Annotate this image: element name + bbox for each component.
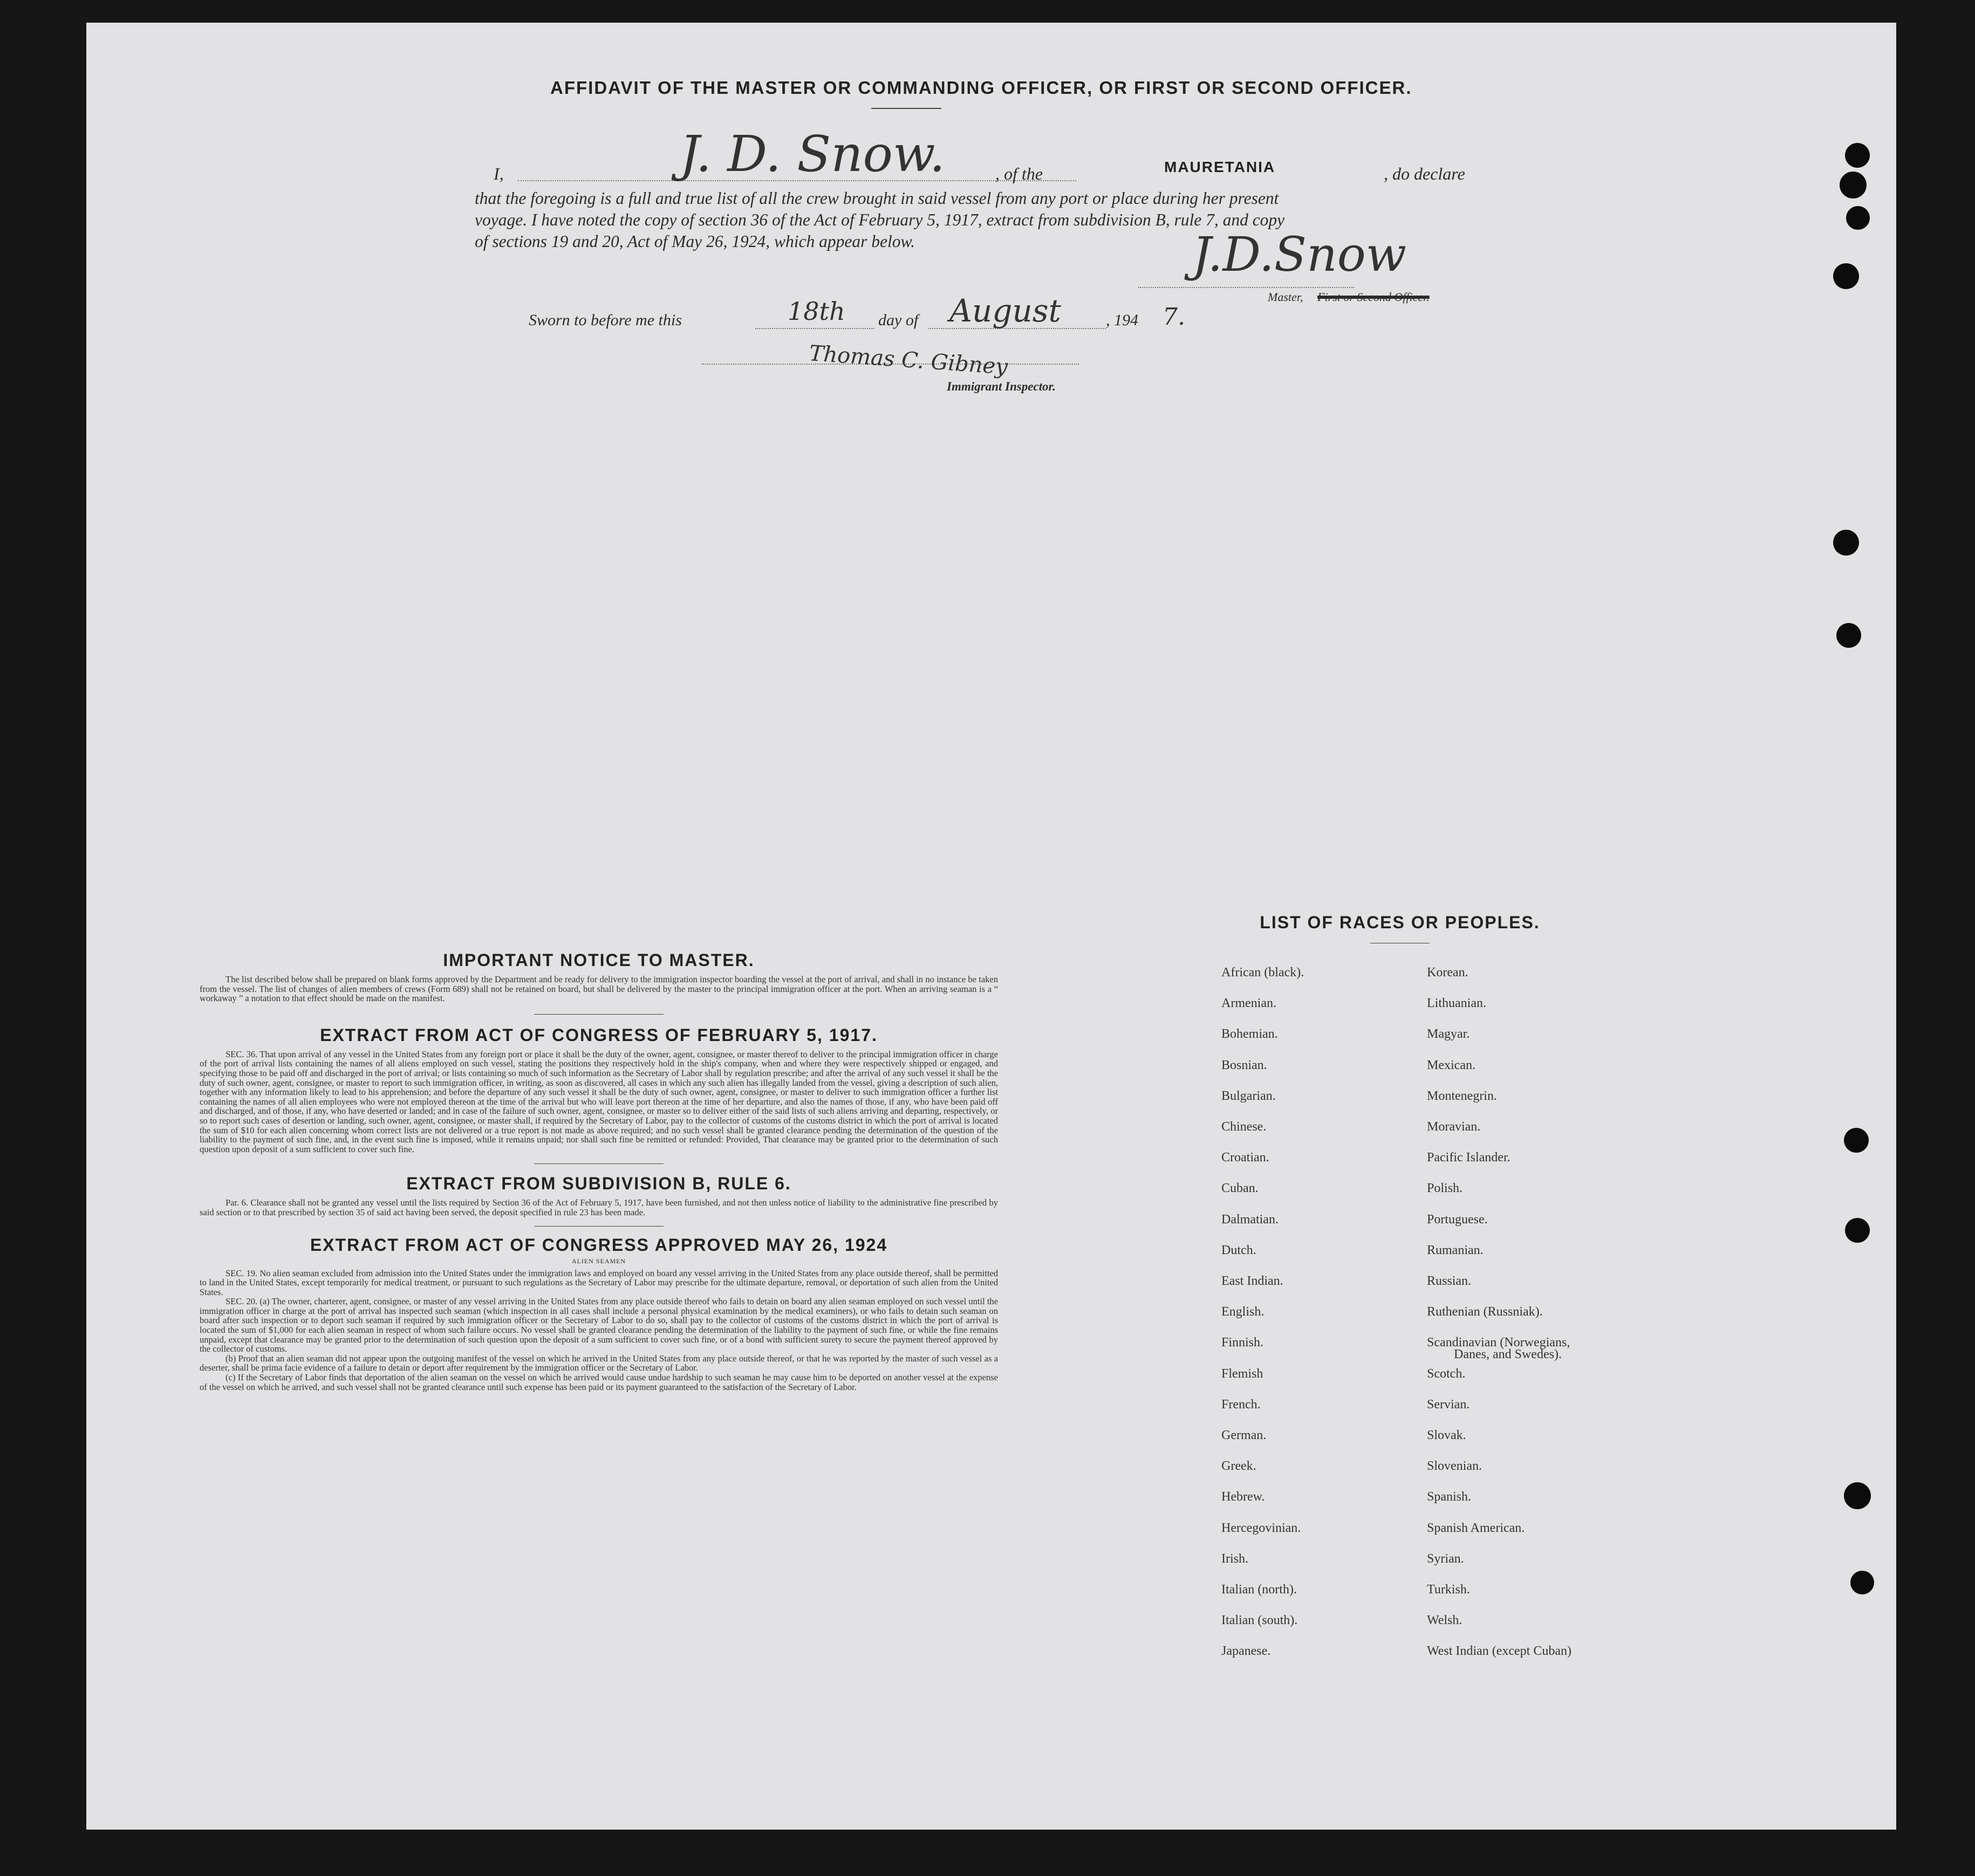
race-item: Hebrew. [1221, 1490, 1265, 1504]
statement-line-1: that the foregoing is a full and true list of all the crew brought in said vessel from any port or place during her present [475, 189, 1279, 208]
extract-1924-sec20a: SEC. 20. (a) The owner, charterer, agent, consignee, or master of any vessel arriving in the United States from any place outside thereof who fails to detain on board any alien seaman employed on such vessel until the immigration officer in charge at the port of arrival has inspected such seaman (which inspection in all cases shall include a personal physical examination by the medical examiners), or who fails to detain such seaman on board after such inspection or to deport such seaman if required by such immigration officer or the Secretary of Labor to do so, shall pay to the collector of customs of the customs district in which the port of arrival is located the sum of $1,000 for each alien seaman in respect of whom such failure occurs. No vessel shall be granted clearance pending the determination of the liability to the payment of such fine, or while the fine remains unpaid, except that clearance may be granted prior to the determination of such question upon the deposit of a sum sufficient to cover such fine, or of a bond with sufficient surety to secure the payment thereof approved by the collector of customs. [200, 1296, 998, 1354]
declarant-prefix: I, [494, 164, 504, 183]
sworn-prefix: Sworn to before me this [529, 311, 682, 329]
race-item: Flemish [1221, 1366, 1263, 1381]
race-item: Italian (north). [1221, 1583, 1297, 1597]
race-item: Slovak. [1427, 1428, 1466, 1442]
punch-hole [1833, 263, 1859, 289]
race-item: Spanish. [1427, 1490, 1472, 1504]
race-item: English. [1221, 1305, 1265, 1319]
document-page [86, 23, 1896, 1830]
race-item: Bulgarian. [1221, 1088, 1276, 1103]
master-signature: J.D.Snow [1192, 227, 1407, 282]
race-item: Servian. [1427, 1397, 1470, 1412]
race-item: Rumanian. [1427, 1243, 1484, 1257]
declarant-name: J. D. Snow. [680, 125, 945, 183]
race-item: Dutch. [1221, 1243, 1256, 1257]
punch-hole [1845, 143, 1870, 168]
race-item: Bohemian. [1221, 1027, 1278, 1042]
race-item: Hercegovinian. [1221, 1521, 1301, 1535]
race-item: Greek. [1221, 1459, 1256, 1474]
sworn-day: 18th [788, 297, 845, 326]
notice-body: The list described below shall be prepared on blank forms approved by the Department and be ready for delivery to the immigration inspector boarding the vessel at the port of arrival, and shall in no instance be taken from the vessel. The list of changes of alien members of crews (Form 689) shall not be retained on board, but shall be delivered by the master to the principal immigration officer at the port. When an arriving seaman is a “ workaway ” a notation to that effect should be made on the manifest. [200, 974, 998, 1004]
race-item: Italian (south). [1221, 1613, 1298, 1628]
races-title: LIST OF RACES OR PEOPLES. [1260, 913, 1540, 932]
punch-hole [1850, 1571, 1874, 1594]
punch-hole [1840, 172, 1867, 198]
race-item-continuation: Danes, and Swedes). [1454, 1347, 1562, 1362]
statement-line-3: of sections 19 and 20, Act of May 26, 1924, which appear below. [475, 232, 915, 251]
extract-1924-title: EXTRACT FROM ACT OF CONGRESS APPROVED MAY 26, 1924 [310, 1235, 888, 1255]
extract-1924-sec20b: (b) Proof that an alien seaman did not appear upon the outgoing manifest of the vessel on which he arrived in the United States from any place outside thereof, or that he was reported by the master of such vessel as a deserter, shall be prima facie evidence of a failure to detain or deport after requirement by the immigration officer or the Secretary of Labor. [200, 1353, 998, 1373]
race-item: Slovenian. [1427, 1459, 1482, 1474]
race-item: Magyar. [1427, 1027, 1470, 1042]
races-right-column [1427, 966, 1707, 1721]
races-left-column [1221, 966, 1426, 1721]
race-item: Polish. [1427, 1181, 1463, 1196]
punch-hole [1844, 1128, 1869, 1153]
inspector-signature: Thomas C. Gibney [808, 341, 1009, 380]
punch-hole [1846, 206, 1870, 230]
extract-1924-sec20c: (c) If the Secretary of Labor finds that deportation of the alien seaman on the vessel on which he arrived would cause undue hardship to such seaman he may cause him to be deported on another vessel at the expense of the vessel on which he arrived, and such vessel shall not be granted clearance until such expense has been paid or its payment guaranteed to the satisfaction of the Secretary of Labor. [200, 1372, 998, 1392]
punch-hole [1836, 623, 1861, 648]
race-item: Pacific Islander. [1427, 1151, 1511, 1165]
extract-1917-body: SEC. 36. That upon arrival of any vessel in the United States from any foreign port or place it shall be the duty of the owner, agent, consignee, or master thereof to deliver to the principal immigration officer in charge of the port of arrival lists containing the names of all aliens employed on such vessel, stating the positions they respectively hold in the ship's company, when and where they were respectively shipped or engaged, and specifying those to be paid off and discharged in the port of arrival; or lists containing so much of such information as the Secretary of Labor shall by regulation prescribe; and after the arrival of any such vessel it shall be the duty of such owner, agent, consignee, or master to report to such immigration officer, in writing, as soon as discovered, all cases in which any such alien has illegally landed from the vessel, giving a description of such alien, together with any information likely to lead to his apprehension; and before the departure of any such vessel it shall be the duty of such owner, agent, consignee, or master to deliver to such immigration officer a further list containing the names of all alien employees who were not employed thereon at the time of the arrival but who will leave port thereon at the time of her departure, and also the names of those, if any, who have been paid off and discharged, and of those, if any, who have deserted or landed; and in case of the failure of such owner, agent, consignee, or master so to deliver either of the said lists of such aliens arriving and departing, respectively, or so to report such cases of desertion or landing, such owner, agent, consignee, or master shall, if required by the Secretary of Labor, pay to the collector of customs of the customs district in which the port of arrival is located the sum of $10 for each alien concerning whom correct lists are not delivered or a true report is not made as above required; and no such vessel shall be granted clearance pending the determination of the question of the liability to the payment of such fine, and, in the event such fine is imposed, while it remains unpaid; nor shall such fine be remitted or refunded: Provided, That clearance may be granted prior to the determination of such question upon deposit of a sum sufficient to cover such fine. [200, 1049, 998, 1154]
extract-rule6-body: Par. 6. Clearance shall not be granted any vessel until the lists required by Section 36 of the Act of February 5, 1917, have been furnished, and not then unless notice of liability to the administrative fine prescribed by said section or to that prescribed by section 35 of said act having been served, the deposit specified in rule 23 has been made. [200, 1197, 998, 1217]
race-item: Scotch. [1427, 1366, 1466, 1381]
race-item: German. [1221, 1428, 1267, 1442]
race-item: Syrian. [1427, 1551, 1464, 1566]
race-item: Spanish American. [1427, 1521, 1525, 1535]
statement-line-2: voyage. I have noted the copy of section 36 of the Act of February 5, 1917, extract from subdivision B, rule 7, and copy [475, 210, 1285, 229]
race-item: Welsh. [1427, 1613, 1463, 1628]
sworn-month: August [949, 292, 1061, 329]
race-item: East Indian. [1221, 1274, 1283, 1288]
master-title: Master, [1268, 290, 1303, 304]
sworn-day-line [755, 328, 874, 329]
notice-section [200, 950, 998, 1392]
title-underline [871, 108, 941, 109]
notice-title: IMPORTANT NOTICE TO MASTER. [443, 950, 755, 970]
of-the-label: , of the [995, 164, 1043, 183]
race-item: Armenian. [1221, 996, 1276, 1011]
punch-hole [1845, 1218, 1870, 1243]
punch-hole [1833, 530, 1859, 556]
do-declare-label: , do declare [1384, 164, 1465, 183]
punch-hole [1844, 1482, 1871, 1509]
race-item: Montenegrin. [1427, 1088, 1497, 1103]
race-item: Moravian. [1427, 1120, 1481, 1134]
race-item: Portuguese. [1427, 1212, 1488, 1227]
race-item: Cuban. [1221, 1181, 1259, 1196]
extract-1917-title: EXTRACT FROM ACT OF CONGRESS OF FEBRUARY 5, 1917. [320, 1025, 878, 1045]
race-item: French. [1221, 1397, 1261, 1412]
extract-rule6-divider [534, 1226, 664, 1227]
race-item: Korean. [1427, 966, 1468, 980]
race-item: Irish. [1221, 1551, 1248, 1566]
race-item: Chinese. [1221, 1120, 1267, 1134]
race-item: Russian. [1427, 1274, 1472, 1288]
race-item: Mexican. [1427, 1058, 1475, 1072]
race-item: Japanese. [1221, 1644, 1271, 1659]
master-signature-line [1138, 287, 1354, 288]
inspector-title: Immigrant Inspector. [947, 380, 1056, 393]
extract-1917-divider [534, 1163, 664, 1164]
extract-rule6-title: EXTRACT FROM SUBDIVISION B, RULE 6. [406, 1174, 791, 1194]
affidavit-title: AFFIDAVIT OF THE MASTER OR COMMANDING OFFICER, OR FIRST OR SECOND OFFICER. [550, 78, 1412, 98]
year-prefix: , 194 [1106, 311, 1138, 329]
notice-divider [534, 1014, 664, 1015]
race-item: Bosnian. [1221, 1058, 1267, 1072]
race-item: African (black). [1221, 966, 1304, 980]
race-item: Finnish. [1221, 1336, 1264, 1350]
race-item: Ruthenian (Russniak). [1427, 1305, 1543, 1319]
race-item: Scandinavian (Norwegians, [1427, 1336, 1570, 1350]
day-of-label: day of [878, 311, 919, 329]
year-digit: 7. [1163, 303, 1185, 331]
race-item: West Indian (except Cuban) [1427, 1644, 1571, 1659]
race-item: Dalmatian. [1221, 1212, 1279, 1227]
struck-title: First or Second Officer. [1317, 290, 1430, 304]
race-item: Turkish. [1427, 1583, 1470, 1597]
extract-1924-subtitle: ALIEN SEAMEN [571, 1257, 626, 1265]
race-item: Lithuanian. [1427, 996, 1486, 1011]
extract-1924-sec19: SEC. 19. No alien seaman excluded from admission into the United States under the immigration laws and employed on board any vessel arriving in the United States from any place outside thereof, shall be permitted to land in the United States, except temporarily for medical treatment, or pursuant to such regulations as the Secretary of Labor may prescribe for the ultimate departure, removal, or deportation of such alien from the United States. [200, 1268, 998, 1297]
vessel-name: MAURETANIA [1164, 159, 1276, 175]
race-item: Croatian. [1221, 1151, 1269, 1165]
